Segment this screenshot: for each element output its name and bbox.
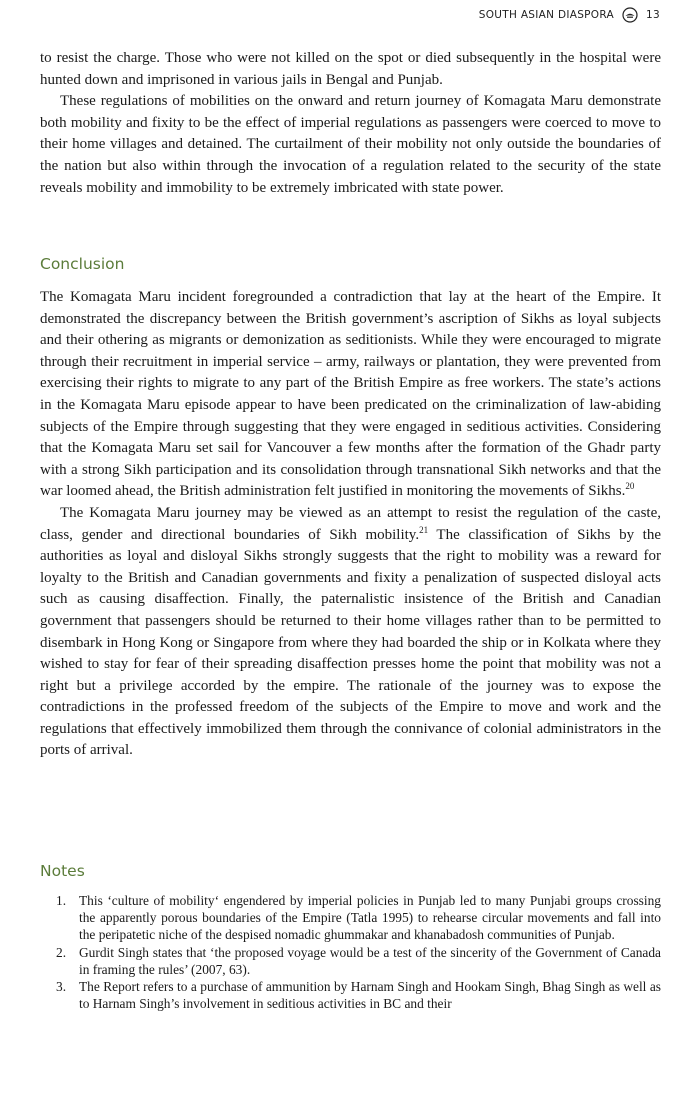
note-text: This ‘culture of mobility‘ engendered by imperial policies in Punjab led to many Punjabi groups crossing the apparently porous boundaries of the Empire (Tatla 1995) to rehearse circular movements and fall into the peripatetic niche of the despised nomadic ghummakar and khanabadosh communities of Punjab.: [79, 893, 661, 943]
conclusion-section: [40, 287, 661, 762]
section-heading-notes: Notes: [40, 862, 85, 880]
paragraph: to resist the charge. Those who were not killed on the spot or died subsequently in the hospital were hunted down and imprisoned in various jails in Bengal and Punjab.: [40, 50, 661, 88]
note-item: [56, 978, 661, 1012]
publisher-logo-icon: [622, 7, 638, 23]
paragraph-text: The Komagata Maru journey may be viewed as an attempt to resist the regulation of the caste, class, gender and directional boundaries of Sikh mobility.: [40, 504, 661, 543]
section-heading-conclusion: Conclusion: [40, 255, 125, 273]
note-item: [56, 892, 661, 944]
paragraph-text: The Komagata Maru incident foregrounded a contradiction that lay at the heart of the Empire. It demonstrated the discrepancy between the British government’s ascription of Sikhs as loyal subjects and their othering as migrants or demonization as seditionists. While they were encouraged to migrate through their recruitment in imperial service – army, railways or plantation, they were prevented from exercising their rights to migrate to any part of the British Empire as free workers. The state’s actions in the Komagata Maru episode appear to have been predicated on the criminalization of law-abiding subjects of the Empire through suggesting that they were engaged in seditious activities. Considering that the Komagata Maru set sail for Vancouver a few months after the formation of the Ghadr party with a strong Sikh participation and its consolidation through transnational Sikh networks and that the war loomed ahead, the British administration felt justified in monitoring the movements of Sikhs.: [40, 289, 661, 500]
note-text: The Report refers to a purchase of ammunition by Harnam Singh and Hookam Singh, Bhag Singh as well as to Harnam Singh’s involvement in seditious activities in BC and their: [79, 979, 661, 1012]
note-number: 2.: [56, 944, 67, 960]
paragraph-text: The classification of Sikhs by the authorities as loyal and disloyal Sikhs strongly suggests that the right to mobility was a reward for loyalty to the British and Canadian governments and fixity a penalization of suspected disloyal acts such as causing disaffection. Finally, the paternalistic insistence of the British and Canadian government that passengers should be returned to their home villages rather than to be permitted to disembark in Hong Kong or Singapore from where they had boarded the ship or in Kolkata where they wished to stay for fear of their spreading disaffection presses home the point that mobility was not a right but a privilege accorded by the empire. The rationale of the journey was to expose the contradictions in the professed freedom of the subjects of the Empire to move and work and the regulations that effectively immobilized them through the connivance of colonial administrators in the ports of arrival.: [40, 526, 661, 759]
note-number: 1.: [56, 893, 67, 908]
footnote-ref[interactable]: 20: [625, 481, 635, 492]
note-number: 3.: [56, 979, 67, 995]
footnote-ref[interactable]: 21: [419, 524, 429, 535]
page-number: 13: [646, 9, 660, 21]
note-text: Gurdit Singh states that ‘the proposed voyage would be a test of the sincerity of the Government of Canada in framing the rules’ (2007, 63).: [79, 944, 661, 977]
intro-section: [40, 48, 661, 199]
notes-list: [56, 892, 661, 1012]
paragraph: [40, 287, 661, 503]
paragraph: [40, 503, 661, 762]
note-item: [56, 944, 661, 978]
running-title: SOUTH ASIAN DIASPORA: [478, 9, 615, 21]
paragraph: These regulations of mobilities on the onward and return journey of Komagata Maru demonstrate both mobility and fixity to be the effect of imperial regulations as passengers were coerced to move to their home villages and detained. The curtailment of their mobility not only outside the boundaries of the nation but also within through the invocation of a regulation related to the security of the state reveals mobility and immobility to be extremely imbricated with state power.: [40, 93, 661, 196]
running-header: [479, 7, 660, 23]
